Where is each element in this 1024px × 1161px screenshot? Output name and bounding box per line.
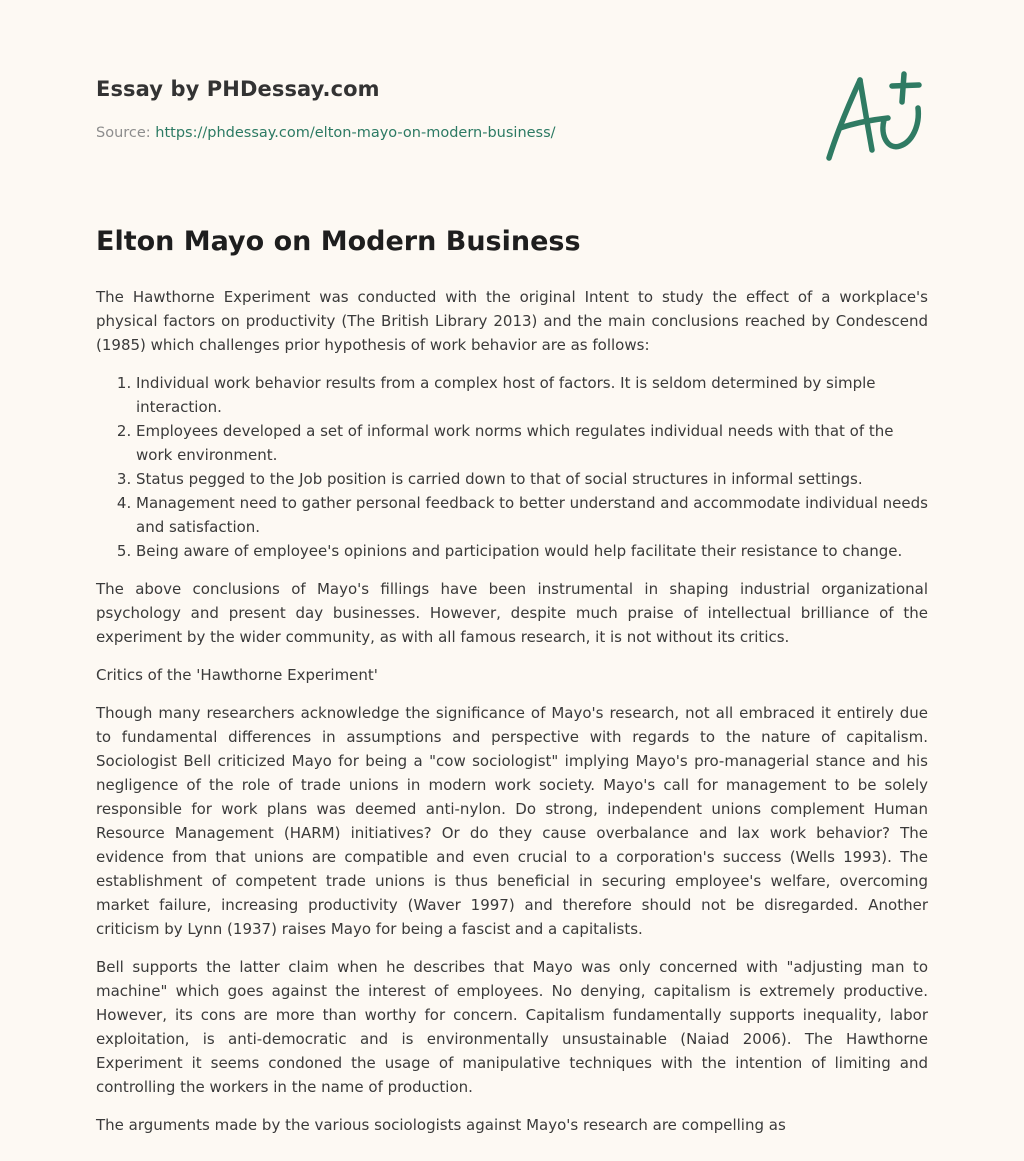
conclusions-list	[96, 371, 928, 563]
intro-paragraph: The Hawthorne Experiment was conducted with the original Intent to study the effect of a workplace's physical factors on productivity (The British Library 2013) and the main conclusions reached by Condescend (1985) which challenges prior hypothesis of work behavior are as follows:	[96, 288, 928, 354]
essay-title: Elton Mayo on Modern Business	[96, 226, 581, 257]
list-item: 2. Employees developed a set of informal work norms which regulates individual needs with that of the work environment.	[136, 419, 928, 467]
bell-paragraph: Bell supports the latter claim when he describes that Mayo was only concerned with "adjusting man to machine" which goes against the interest of employees. No denying, capitalism is extremely productive. However, its cons are more than worthy for concern. Capitalism fundamentally supports inequality, labor exploitation, is anti-democratic and is environmentally unsustainable (Naiad 2006). The Hawthorne Experiment it seems condoned the usage of manipulative techniques with the intention of limiting and controlling the workers in the name of production.	[96, 958, 928, 1096]
essay-body	[96, 285, 928, 1151]
section-subheading: Critics of the 'Hawthorne Experiment'	[96, 666, 378, 684]
list-item: 3. Status pegged to the Job position is carried down to that of social structures in informal settings.	[136, 467, 928, 491]
site-brand: Essay by PHDessay.com	[96, 77, 380, 101]
source-link[interactable]: https://phdessay.com/elton-mayo-on-modern-business/	[155, 125, 556, 141]
source-line	[96, 125, 556, 141]
list-item: 4. Management need to gather personal feedback to better understand and accommodate individual needs and satisfaction.	[136, 491, 928, 539]
source-label: Source:	[96, 125, 151, 141]
paragraph-after-list: The above conclusions of Mayo's fillings have been instrumental in shaping industrial organizational psychology and present day businesses. However, despite much praise of intellectual brilliance of the experiment by the wider community, as with all famous research, it is not without its critics.	[96, 580, 928, 646]
closing-paragraph: The arguments made by the various sociologists against Mayo's research are compelling as	[96, 1116, 786, 1134]
list-item: 5. Being aware of employee's opinions and participation would help facilitate their resistance to change.	[136, 539, 928, 563]
critics-paragraph: Though many researchers acknowledge the significance of Mayo's research, not all embraced it entirely due to fundamental differences in assumptions and perspective with regards to the nature of capitalism. Sociologist Bell criticized Mayo for being a "cow sociologist" implying Mayo's pro-managerial stance and his negligence of the role of trade unions in modern work society. Mayo's call for management to be solely responsible for work plans was deemed anti-nylon. Do strong, independent unions complement Human Resource Management (HARM) initiatives? Or do they cause overbalance and lax work behavior? The evidence from that unions are compatible and even crucial to a corporation's success (Wells 1993). The establishment of competent trade unions is thus beneficial in securing employee's welfare, overcoming market failure, increasing productivity (Waver 1997) and therefore should not be disregarded. Another criticism by Lynn (1937) raises Mayo for being a fascist and a capitalists.	[96, 704, 928, 938]
a-plus-logo-icon	[818, 66, 928, 166]
list-item: 1. Individual work behavior results from a complex host of factors. It is seldom determined by simple interaction.	[136, 371, 928, 419]
